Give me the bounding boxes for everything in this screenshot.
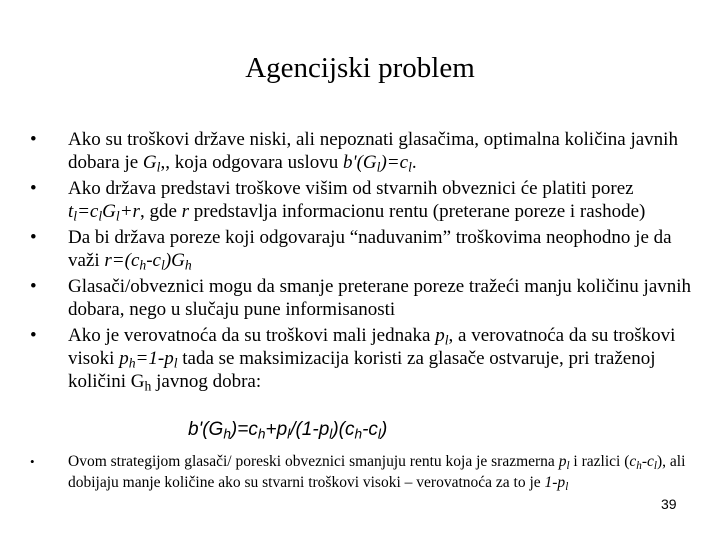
math-expr: =1-p [135,348,174,369]
formula [188,419,387,441]
math-sub: h [139,257,147,273]
bullet-text: javnog dobra: [151,371,262,392]
math-sub: l [408,159,412,175]
bullet-text: . [411,152,417,173]
math-expr: r=(c [104,250,140,271]
formula-part: -c [362,419,378,440]
bullet-text: i razlici ( [569,453,630,470]
math-sub: l [566,459,570,472]
math-expr: +r [119,201,140,222]
bullet-item [30,226,700,272]
formula-part: )=c [230,419,258,440]
math-var: t [68,201,74,222]
bullet-item [30,177,700,223]
bullet-text: Da bi država poreze koji odgovaraju “naduvanim” troškovima neophodno je da važi [68,227,672,271]
bullet-item [30,324,700,393]
bullet-item [30,128,700,174]
bullet-text: ,, koja odgovara uslovu [160,152,344,173]
math-sub: h [128,355,136,371]
formula-sub: h [257,426,266,442]
math-expr: )=c [380,152,409,173]
formula-sub: l [377,426,381,442]
math-sub: h [184,257,192,273]
bullet-list [30,128,700,396]
math-var: c [629,453,637,470]
page-number: 39 [661,496,677,512]
math-var: p [119,348,129,369]
math-var: r [181,201,190,222]
math-expr: =c [77,201,99,222]
bullet-text: tada se maksimizacija koristi za glasače ostvaruje, pri traženoj količini G [68,348,656,392]
math-sub: h [144,378,152,394]
bullet-text: Ako su troškovi države niski, ali nepoznati glasačima, optimalna količina javnih dobara je [68,129,678,173]
formula-part: )(c [332,419,355,440]
slide-title: Agencijski problem [245,52,475,84]
math-expr: -c [641,453,654,470]
math-sub: l [156,159,161,175]
math-sub: l [98,208,103,224]
math-sub: l [376,159,381,175]
math-sub: l [115,208,120,224]
math-var: G [102,201,116,222]
last-bullet-item [30,451,718,493]
bullet-text: predstavlja informacionu rentu (preterane poreze i rashode) [189,201,646,222]
formula-part: /(1-p [290,419,330,440]
bullet-text: , gde [139,201,182,222]
math-sub: l [565,480,569,493]
math-sub: l [653,459,657,472]
formula-part: ) [380,419,388,440]
bullet-text: Ako je verovatnoća da su troškovi mali jednaka [68,325,436,346]
math-expr: 1-p [544,474,566,491]
bullet-item [30,275,700,321]
bullet-text: Ako država predstavi troškove višim od stvarnih obveznici će platiti porez [68,178,634,199]
math-var: G [142,152,157,173]
formula-part: +p [265,419,288,440]
math-sub: l [444,332,449,348]
math-expr: )G [164,250,185,271]
math-var: p [435,325,445,346]
math-var: p [558,453,567,470]
math-expr: b'(G [343,152,377,173]
formula-sub: l [287,426,291,442]
math-sub: l [161,257,165,273]
formula-sub: h [223,426,231,442]
formula-sub: h [354,426,363,442]
formula-sub: l [329,426,333,442]
bullet-text: Glasači/obveznici mogu da smanje preterane poreze tražeći manju količinu javnih dobara, nego u slučaju pune informisanosti [68,276,692,320]
math-sub: l [73,208,78,224]
bullet-text: ), ali dobijaju manje količine ako su stvarni troškovi visoki – verovatnoća za to je [68,453,686,491]
bullet-text: , a verovatnoća da su troškovi visoki [68,325,676,369]
math-expr: -c [146,250,161,271]
formula-part: b'(G [188,419,224,440]
bullet-text: Ovom strategijom glasači/ poreski obveznici smanjuju rentu koja je srazmerna [68,453,559,470]
math-sub: h [636,459,642,472]
math-sub: l [173,355,178,371]
